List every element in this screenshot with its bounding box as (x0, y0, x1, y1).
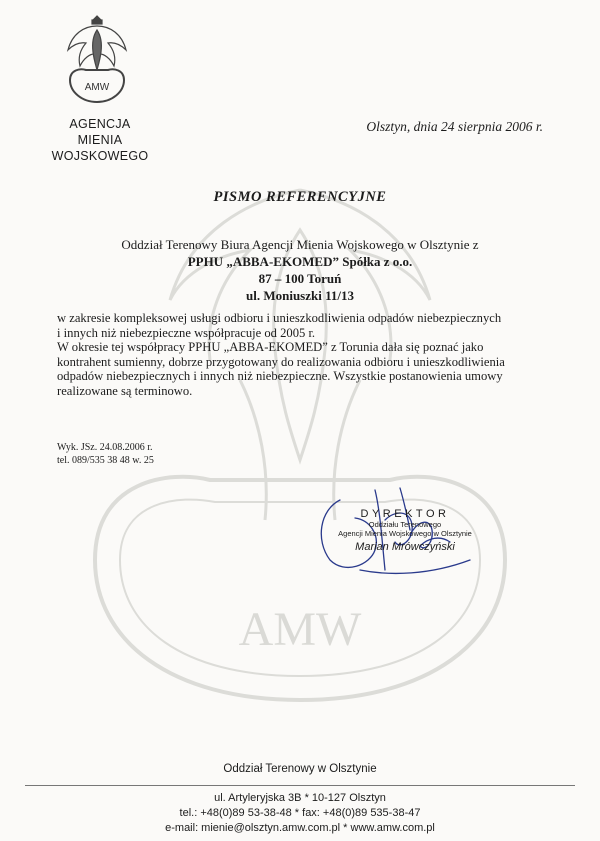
addressee-block (0, 236, 600, 304)
addressee-city: 87 – 100 Toruń (258, 271, 342, 286)
signatory-role: DYREKTOR (360, 508, 450, 520)
letter-title: PISMO REFERENCYJNE (213, 189, 387, 205)
body-line: odpadów niebezpiecznych i innych niż niebezpieczne. Wszystkie postanowienia umowy (57, 369, 503, 383)
addressee-company: PPHU „ABBA-EKOMED” Spółka z o.o. (187, 254, 413, 269)
prepared-by-phone: tel. 089/535 38 48 w. 25 (57, 455, 154, 466)
body-line: W okresie tej współpracy PPHU „ABBA-EKOMED” z Torunia dała się poznać jako (57, 340, 484, 354)
letter-body (57, 311, 545, 398)
footer-contact: e-mail: mienie@olsztyn.amw.com.pl * www.amw.com.pl (165, 822, 435, 834)
letter-date: Olsztyn, dnia 24 sierpnia 2006 r. (366, 119, 543, 134)
agency-name-line1: AGENCJA (69, 117, 131, 131)
addressee-line1: Oddział Terenowy Biura Agencji Mienia Wojskowego w Olsztynie z (121, 237, 479, 252)
body-line: w zakresie kompleksowej usługi odbioru i unieszkodliwienia odpadów niebezpiecznych (57, 311, 502, 325)
agency-name (30, 116, 170, 164)
amw-emblem-logo (62, 10, 132, 108)
signatory-name: Marian Mrówczyński (355, 541, 455, 553)
body-line: kontrahent sumienny, dobrze przygotowany do realizowania odbioru i unieszkodliwienia (57, 354, 505, 369)
watermark-text: AMW (238, 603, 362, 656)
body-line: realizowane są terminowo. (57, 383, 193, 398)
logo-text: AMW (84, 82, 110, 93)
footer-address: ul. Artyleryjska 3B * 10-127 Olsztyn (214, 792, 386, 804)
footer-phone: tel.: +48(0)89 53-38-48 * fax: +48(0)89 535-38-47 (179, 807, 421, 819)
footer-branch: Oddział Terenowy w Olsztynie (223, 763, 377, 775)
prepared-by (57, 441, 154, 467)
signature-stamp (330, 508, 480, 553)
prepared-by-line: Wyk. JSz. 24.08.2006 r. (57, 442, 153, 453)
agency-name-line2: MIENIA WOJSKOWEGO (51, 133, 149, 163)
signatory-org-line1: Oddziału Terenowego (368, 520, 442, 529)
addressee-street: ul. Moniuszki 11/13 (246, 288, 354, 303)
signatory-org-line2: Agencji Mienia Wojskowego w Olsztynie (338, 529, 472, 538)
footer-divider (25, 785, 575, 786)
body-line: i innych niż niebezpieczne współpracuje od 2005 r. (57, 325, 316, 340)
